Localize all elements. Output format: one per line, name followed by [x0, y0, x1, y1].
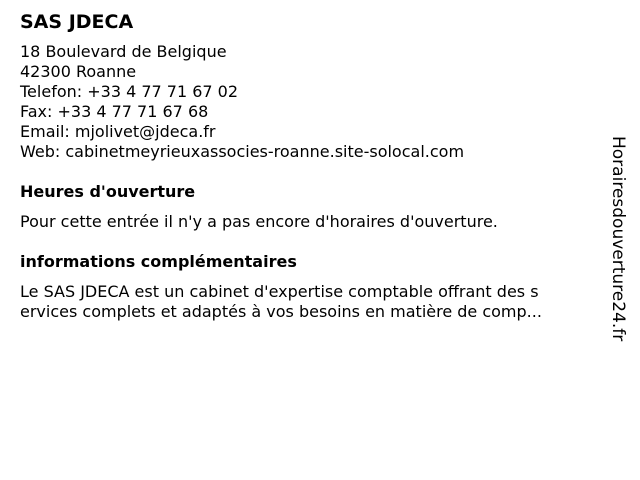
email-line[interactable]: Email: mjolivet@jdeca.fr [20, 122, 216, 141]
address-city: 42300 Roanne [20, 62, 137, 81]
business-card [20, 10, 600, 322]
additional-info-line-1: Le SAS JDECA est un cabinet d'expertise comptable offrant des s [20, 282, 539, 301]
fax-line: Fax: +33 4 77 71 67 68 [20, 102, 209, 121]
site-brand-vertical: Horairesdouverture24.fr [608, 136, 628, 342]
additional-info-text [20, 282, 600, 322]
web-line[interactable]: Web: cabinetmeyrieuxassocies-roanne.site-solocal.com [20, 142, 465, 161]
additional-info-heading: informations complémentaires [20, 252, 297, 271]
additional-info-line-2: ervices complets et adaptés à vos besoins en matière de comp... [20, 302, 542, 321]
company-name: SAS JDECA [20, 11, 134, 33]
phone-line[interactable]: Telefon: +33 4 77 71 67 02 [20, 82, 239, 101]
address-street: 18 Boulevard de Belgique [20, 42, 227, 61]
opening-hours-text: Pour cette entrée il n'y a pas encore d'horaires d'ouverture. [20, 212, 498, 231]
opening-hours-heading: Heures d'ouverture [20, 182, 196, 201]
